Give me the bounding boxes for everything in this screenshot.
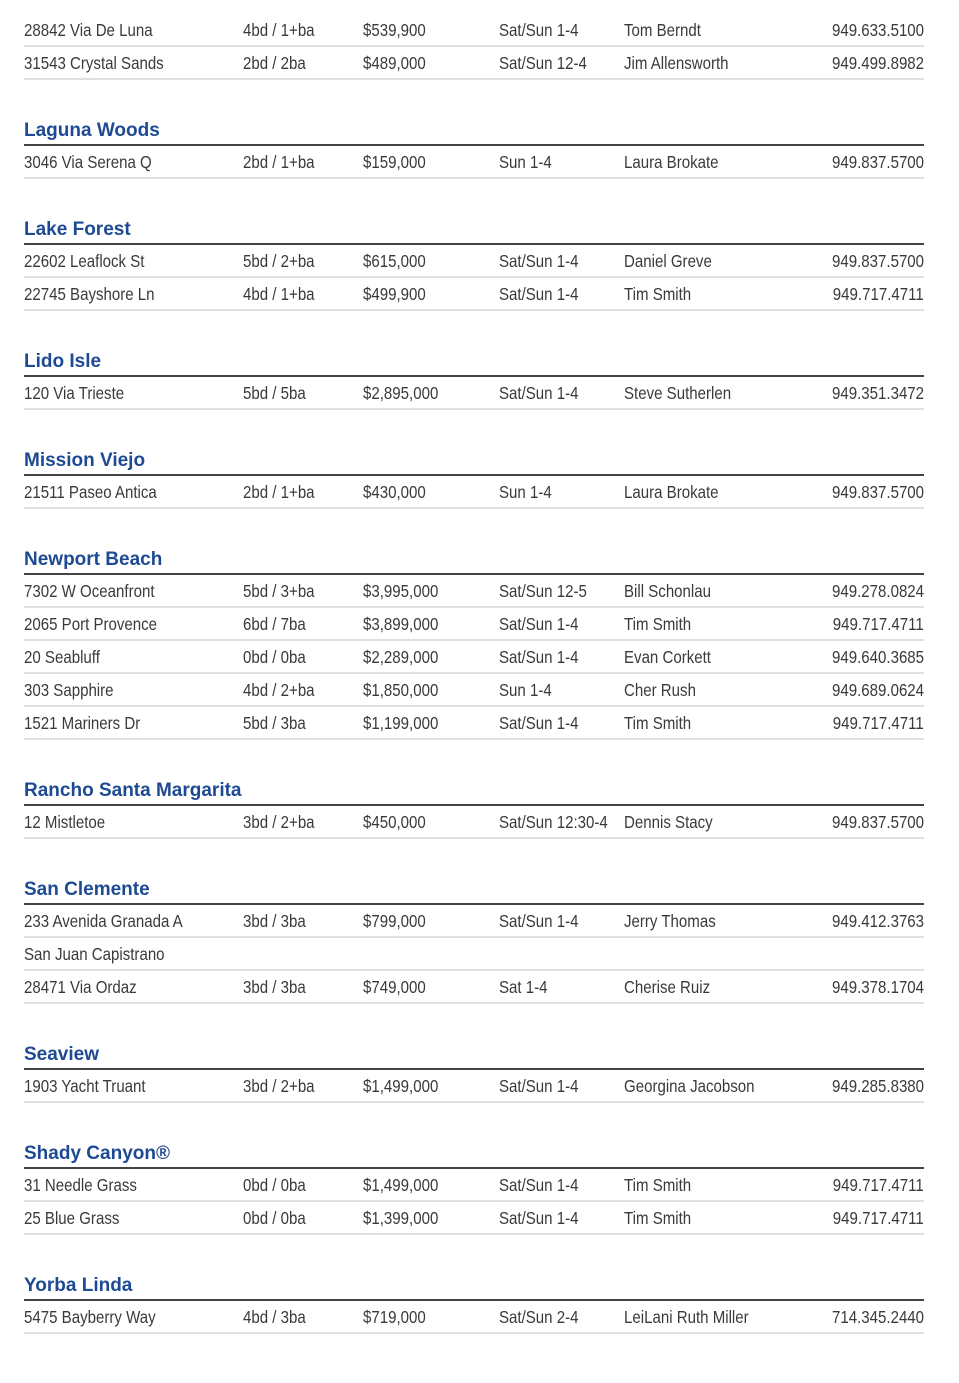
listing-price: $159,000: [363, 152, 426, 172]
listing-row: [24, 707, 924, 740]
listing-open-house-time: Sat/Sun 12:30-4: [499, 812, 608, 832]
listing-agent: Georgina Jacobson: [624, 1076, 755, 1096]
listing-address: 22602 Leaflock St: [24, 251, 145, 271]
listing-phone: 949.837.5700: [831, 152, 924, 172]
listing-open-house-time: Sun 1-4: [499, 680, 552, 700]
listing-phone: 949.633.5100: [831, 20, 924, 40]
listing-phone: 949.717.4711: [833, 614, 924, 634]
listing-price: $450,000: [363, 812, 426, 832]
listing-agent: Laura Brokate: [624, 482, 719, 502]
listing-row: [24, 1301, 924, 1334]
city-subheading-label: San Juan Capistrano: [24, 944, 165, 964]
listing-agent: Bill Schonlau: [624, 581, 712, 601]
listing-price: $489,000: [363, 53, 426, 73]
listing-address: 5475 Bayberry Way: [24, 1307, 156, 1327]
listing-agent: Tim Smith: [624, 614, 692, 634]
city-heading: Seaview: [24, 1042, 924, 1070]
listing-row: [24, 608, 924, 641]
listing-address: 1903 Yacht Truant: [24, 1076, 146, 1096]
listing-agent: Steve Sutherlen: [624, 383, 732, 403]
listing-price: $1,850,000: [363, 680, 439, 700]
listing-row: [24, 47, 924, 80]
listing-beds-baths: 3bd / 3ba: [243, 977, 306, 997]
listing-agent: Jim Allensworth: [624, 53, 729, 73]
listing-open-house-time: Sat/Sun 12-5: [499, 581, 587, 601]
listing-address: 233 Avenida Granada A: [24, 911, 183, 931]
listing-row: [24, 1202, 924, 1235]
listing-beds-baths: 3bd / 3ba: [243, 911, 306, 931]
listing-address: 120 Via Trieste: [24, 383, 125, 403]
city-subheading: [24, 938, 924, 971]
listing-agent: Laura Brokate: [624, 152, 719, 172]
listing-phone: 949.278.0824: [831, 581, 924, 601]
listing-price: $799,000: [363, 911, 426, 931]
listing-beds-baths: 3bd / 2+ba: [243, 1076, 315, 1096]
listing-agent: LeiLani Ruth Miller: [624, 1307, 749, 1327]
listing-open-house-time: Sat/Sun 1-4: [499, 713, 579, 733]
city-section: [24, 217, 924, 311]
listing-row: [24, 674, 924, 707]
listing-agent: Tim Smith: [624, 1208, 692, 1228]
listing-open-house-time: Sat/Sun 2-4: [499, 1307, 579, 1327]
city-heading: Yorba Linda: [24, 1273, 924, 1301]
listing-address: 28842 Via De Luna: [24, 20, 153, 40]
listing-address: 20 Seabluff: [24, 647, 100, 667]
listing-price: $539,900: [363, 20, 426, 40]
listing-beds-baths: 0bd / 0ba: [243, 1208, 306, 1228]
listing-beds-baths: 6bd / 7ba: [243, 614, 306, 634]
listing-row: [24, 146, 924, 179]
listing-phone: 949.717.4711: [833, 284, 924, 304]
listing-address: 21511 Paseo Antica: [24, 482, 157, 502]
listing-price: $1,199,000: [363, 713, 439, 733]
listing-beds-baths: 4bd / 1+ba: [243, 284, 315, 304]
listing-agent: Jerry Thomas: [624, 911, 716, 931]
listing-price: $615,000: [363, 251, 426, 271]
listing-beds-baths: 5bd / 5ba: [243, 383, 306, 403]
listing-phone: 949.837.5700: [831, 812, 924, 832]
listing-phone: 949.640.3685: [831, 647, 924, 667]
listing-address: 31543 Crystal Sands: [24, 53, 164, 73]
listing-open-house-time: Sat/Sun 1-4: [499, 1076, 579, 1096]
listing-agent: Evan Corkett: [624, 647, 711, 667]
listing-beds-baths: 0bd / 0ba: [243, 647, 306, 667]
listing-open-house-time: Sat/Sun 12-4: [499, 53, 587, 73]
listing-row: [24, 476, 924, 509]
city-section: [24, 14, 924, 80]
listing-beds-baths: 5bd / 3ba: [243, 713, 306, 733]
listing-beds-baths: 2bd / 2ba: [243, 53, 306, 73]
listing-address: 12 Mistletoe: [24, 812, 106, 832]
listing-agent: Tim Smith: [624, 284, 692, 304]
listing-price: $2,895,000: [363, 383, 439, 403]
city-section: [24, 349, 924, 410]
listing-beds-baths: 5bd / 3+ba: [243, 581, 315, 601]
listing-address: 28471 Via Ordaz: [24, 977, 137, 997]
city-heading: Mission Viejo: [24, 448, 924, 476]
listing-phone: 949.837.5700: [831, 482, 924, 502]
listing-price: $719,000: [363, 1307, 426, 1327]
city-heading: Shady Canyon®: [24, 1141, 924, 1169]
listing-agent: Daniel Greve: [624, 251, 712, 271]
listing-address: 22745 Bayshore Ln: [24, 284, 155, 304]
listing-phone: 949.717.4711: [833, 713, 924, 733]
listing-open-house-time: Sat/Sun 1-4: [499, 647, 579, 667]
listing-open-house-time: Sat 1-4: [499, 977, 548, 997]
listing-row: [24, 14, 924, 47]
listing-open-house-time: Sat/Sun 1-4: [499, 1175, 579, 1195]
listing-open-house-time: Sat/Sun 1-4: [499, 911, 579, 931]
listing-beds-baths: 3bd / 2+ba: [243, 812, 315, 832]
listing-phone: 949.378.1704: [831, 977, 924, 997]
listing-price: $1,499,000: [363, 1076, 439, 1096]
listing-row: [24, 278, 924, 311]
listing-address: 7302 W Oceanfront: [24, 581, 155, 601]
listing-phone: 949.717.4711: [833, 1208, 924, 1228]
listing-open-house-time: Sun 1-4: [499, 482, 552, 502]
listing-price: $2,289,000: [363, 647, 439, 667]
listing-beds-baths: 5bd / 2+ba: [243, 251, 315, 271]
listing-phone: 949.351.3472: [831, 383, 924, 403]
listing-phone: 714.345.2440: [831, 1307, 924, 1327]
listing-open-house-time: Sat/Sun 1-4: [499, 20, 579, 40]
listing-phone: 949.285.8380: [831, 1076, 924, 1096]
listing-agent: Tim Smith: [624, 713, 692, 733]
listing-price: $1,399,000: [363, 1208, 439, 1228]
listing-address: 1521 Mariners Dr: [24, 713, 141, 733]
listing-agent: Dennis Stacy: [624, 812, 713, 832]
city-section: [24, 1042, 924, 1103]
listing-row: [24, 245, 924, 278]
listing-row: [24, 1070, 924, 1103]
city-section: [24, 877, 924, 1004]
city-section: [24, 547, 924, 740]
listing-price: $1,499,000: [363, 1175, 439, 1195]
listing-row: [24, 575, 924, 608]
listing-beds-baths: 4bd / 2+ba: [243, 680, 315, 700]
listing-address: 25 Blue Grass: [24, 1208, 120, 1228]
listing-beds-baths: 4bd / 1+ba: [243, 20, 315, 40]
listing-agent: Cher Rush: [624, 680, 696, 700]
listing-row: [24, 1169, 924, 1202]
listing-phone: 949.412.3763: [831, 911, 924, 931]
listing-price: $499,900: [363, 284, 426, 304]
open-house-listings: [24, 14, 924, 1334]
city-heading: Rancho Santa Margarita: [24, 778, 924, 806]
listing-row: [24, 971, 924, 1004]
listing-address: 3046 Via Serena Q: [24, 152, 152, 172]
city-heading: San Clemente: [24, 877, 924, 905]
listing-row: [24, 377, 924, 410]
listing-address: 31 Needle Grass: [24, 1175, 137, 1195]
listing-agent: Tim Smith: [624, 1175, 692, 1195]
city-heading: Lido Isle: [24, 349, 924, 377]
listing-open-house-time: Sat/Sun 1-4: [499, 383, 579, 403]
listing-agent: Cherise Ruiz: [624, 977, 711, 997]
city-section: [24, 118, 924, 179]
listing-price: $3,995,000: [363, 581, 439, 601]
listing-price: $430,000: [363, 482, 426, 502]
listing-open-house-time: Sat/Sun 1-4: [499, 284, 579, 304]
city-section: [24, 1273, 924, 1334]
listing-open-house-time: Sun 1-4: [499, 152, 552, 172]
listing-phone: 949.837.5700: [831, 251, 924, 271]
listing-open-house-time: Sat/Sun 1-4: [499, 251, 579, 271]
listing-address: 303 Sapphire: [24, 680, 114, 700]
listing-beds-baths: 2bd / 1+ba: [243, 482, 315, 502]
listing-price: $749,000: [363, 977, 426, 997]
city-section: [24, 778, 924, 839]
listing-row: [24, 905, 924, 938]
listing-phone: 949.717.4711: [833, 1175, 924, 1195]
listing-phone: 949.689.0624: [831, 680, 924, 700]
listing-row: [24, 641, 924, 674]
listing-row: [24, 806, 924, 839]
city-section: [24, 448, 924, 509]
listing-beds-baths: 2bd / 1+ba: [243, 152, 315, 172]
city-heading: Lake Forest: [24, 217, 924, 245]
city-heading: Laguna Woods: [24, 118, 924, 146]
listing-price: $3,899,000: [363, 614, 439, 634]
listing-open-house-time: Sat/Sun 1-4: [499, 1208, 579, 1228]
listing-open-house-time: Sat/Sun 1-4: [499, 614, 579, 634]
city-section: [24, 1141, 924, 1235]
listing-phone: 949.499.8982: [831, 53, 924, 73]
city-heading: Newport Beach: [24, 547, 924, 575]
listing-beds-baths: 0bd / 0ba: [243, 1175, 306, 1195]
listing-address: 2065 Port Provence: [24, 614, 158, 634]
listing-agent: Tom Berndt: [624, 20, 701, 40]
listing-beds-baths: 4bd / 3ba: [243, 1307, 306, 1327]
